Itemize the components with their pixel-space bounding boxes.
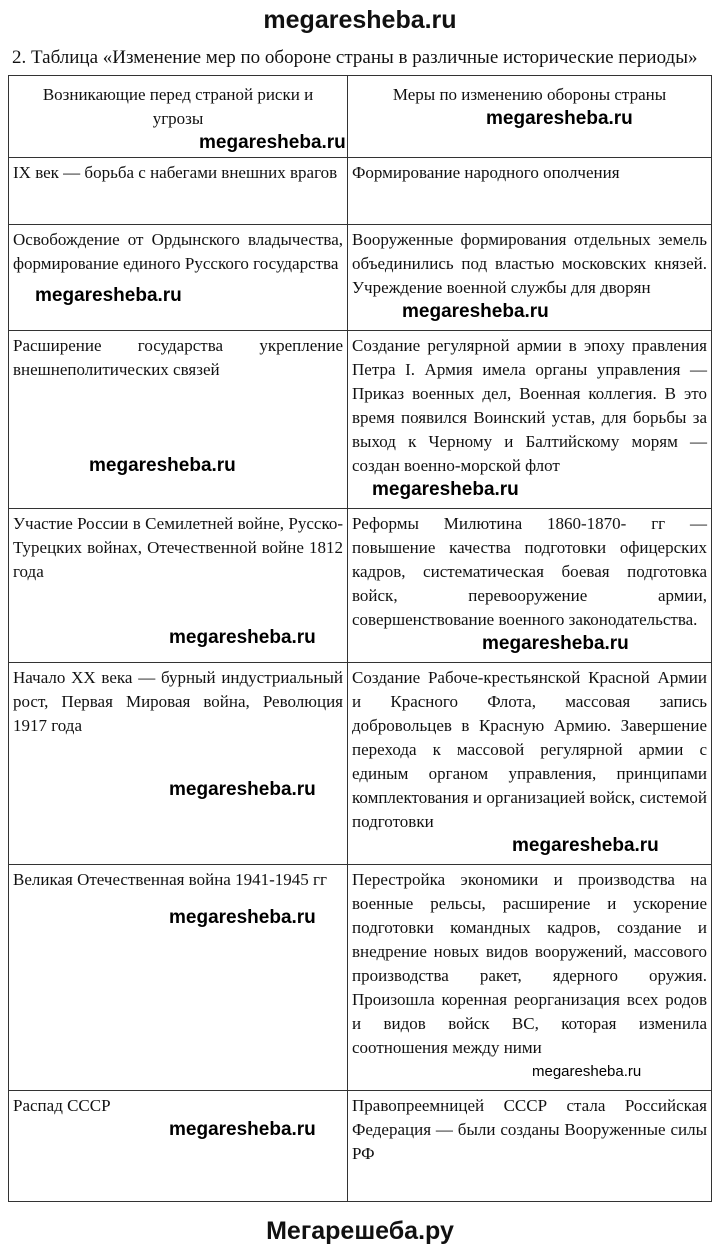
- table-row: [9, 663, 712, 865]
- threat-cell-wrap: [9, 509, 348, 663]
- watermark: megaresheba.ru: [169, 779, 316, 800]
- measure-cell: Перестройка экономики и производства на военные рельсы, расширение и ускорение подготовки командных кадров, создание и внедрение новых видов вооружений, массового производства ракет, ядерного оружия. Произошла коренная реорганизация всех родов и видов войск ВС, которая изменила соотношения между ними: [352, 870, 707, 1057]
- threat-cell: Великая Отечественная война 1941-1945 гг: [13, 870, 327, 889]
- site-header: megaresheba.ru: [263, 6, 457, 34]
- threat-cell-wrap: [9, 1091, 348, 1202]
- table-row: [9, 158, 712, 225]
- site-footer: Мегарешеба.ру: [266, 1217, 454, 1245]
- threat-cell: Распад СССР: [13, 1096, 111, 1115]
- table-header-row: [9, 76, 712, 158]
- measure-cell-wrap: [348, 509, 712, 663]
- watermark: megaresheba.ru: [532, 1063, 642, 1080]
- measure-cell-wrap: [348, 663, 712, 865]
- table-row: [9, 865, 712, 1091]
- watermark: megaresheba.ru: [199, 132, 346, 153]
- watermark: megaresheba.ru: [486, 108, 633, 129]
- measure-cell: Правопреемницей СССР стала Российская Федерация — были созданы Вооруженные силы РФ: [348, 1091, 712, 1202]
- measure-cell: Формирование народного ополчения: [348, 158, 712, 225]
- threat-cell: Начало XX века — бурный индустриальный рост, Первая Мировая война, Революция 1917 года: [13, 668, 343, 735]
- measure-cell: Создание регулярной армии в эпоху правления Петра I. Армия имела органы управления — Приказ военных дел, Военная коллегия. В это время появился Воинский устав, для борьбы за выход к Черному и Балтийскому морям — создан военно-морской флот: [352, 336, 707, 475]
- threat-cell: Освобождение от Ордынского владычества, формирование единого Русского государства: [13, 230, 343, 273]
- watermark: megaresheba.ru: [35, 285, 182, 306]
- table-row: [9, 225, 712, 331]
- threat-cell: Участие России в Семилетней войне, Русско-Турецких войнах, Отечественной войне 1812 года: [13, 514, 343, 581]
- column-header-threats-cell: [9, 76, 348, 158]
- watermark: megaresheba.ru: [89, 455, 236, 476]
- watermark: megaresheba.ru: [372, 479, 519, 500]
- page-title: 2. Таблица «Изменение мер по обороне страны в различные исторические периоды»: [12, 47, 698, 68]
- threat-cell: Расширение государства укрепление внешнеполитических связей: [13, 336, 343, 379]
- measure-cell: Реформы Милютина 1860-1870- гг — повышение качества подготовки офицерских кадров, систематическая боевая подготовка войск, перевооружение армии, совершенствование военного законодательства.: [352, 514, 707, 629]
- threat-cell-wrap: [9, 663, 348, 865]
- column-header-threats: Возникающие перед страной риски и угрозы: [42, 85, 314, 128]
- watermark: megaresheba.ru: [482, 633, 629, 654]
- measure-cell-wrap: [348, 865, 712, 1091]
- watermark: megaresheba.ru: [169, 907, 316, 928]
- threat-cell: IX век — борьба с набегами внешних врагов: [9, 158, 348, 225]
- table-row: [9, 509, 712, 663]
- threat-cell-wrap: [9, 225, 348, 331]
- column-header-measures: Меры по изменению обороны страны: [392, 85, 667, 104]
- defense-table: [8, 75, 712, 1202]
- threat-cell-wrap: [9, 331, 348, 509]
- measure-cell-wrap: [348, 331, 712, 509]
- column-header-measures-cell: [348, 76, 712, 158]
- measure-cell: Вооруженные формирования отдельных земель объединились под властью московских князей. Учреждение военной службы для дворян: [352, 230, 707, 297]
- watermark: megaresheba.ru: [169, 1119, 316, 1140]
- table-row: [9, 1091, 712, 1202]
- table-row: [9, 331, 712, 509]
- measure-cell: Создание Рабоче-крестьянской Красной Армии и Красного Флота, массовая запись добровольцев в Красную Армию. Завершение перехода к массовой регулярной армии с единым органом управления, принципами комплектования и организацией войск, системой подготовки: [352, 668, 707, 831]
- measure-cell-wrap: [348, 225, 712, 331]
- threat-cell-wrap: [9, 865, 348, 1091]
- watermark: megaresheba.ru: [512, 835, 659, 856]
- watermark: megaresheba.ru: [402, 301, 549, 322]
- watermark: megaresheba.ru: [169, 627, 316, 648]
